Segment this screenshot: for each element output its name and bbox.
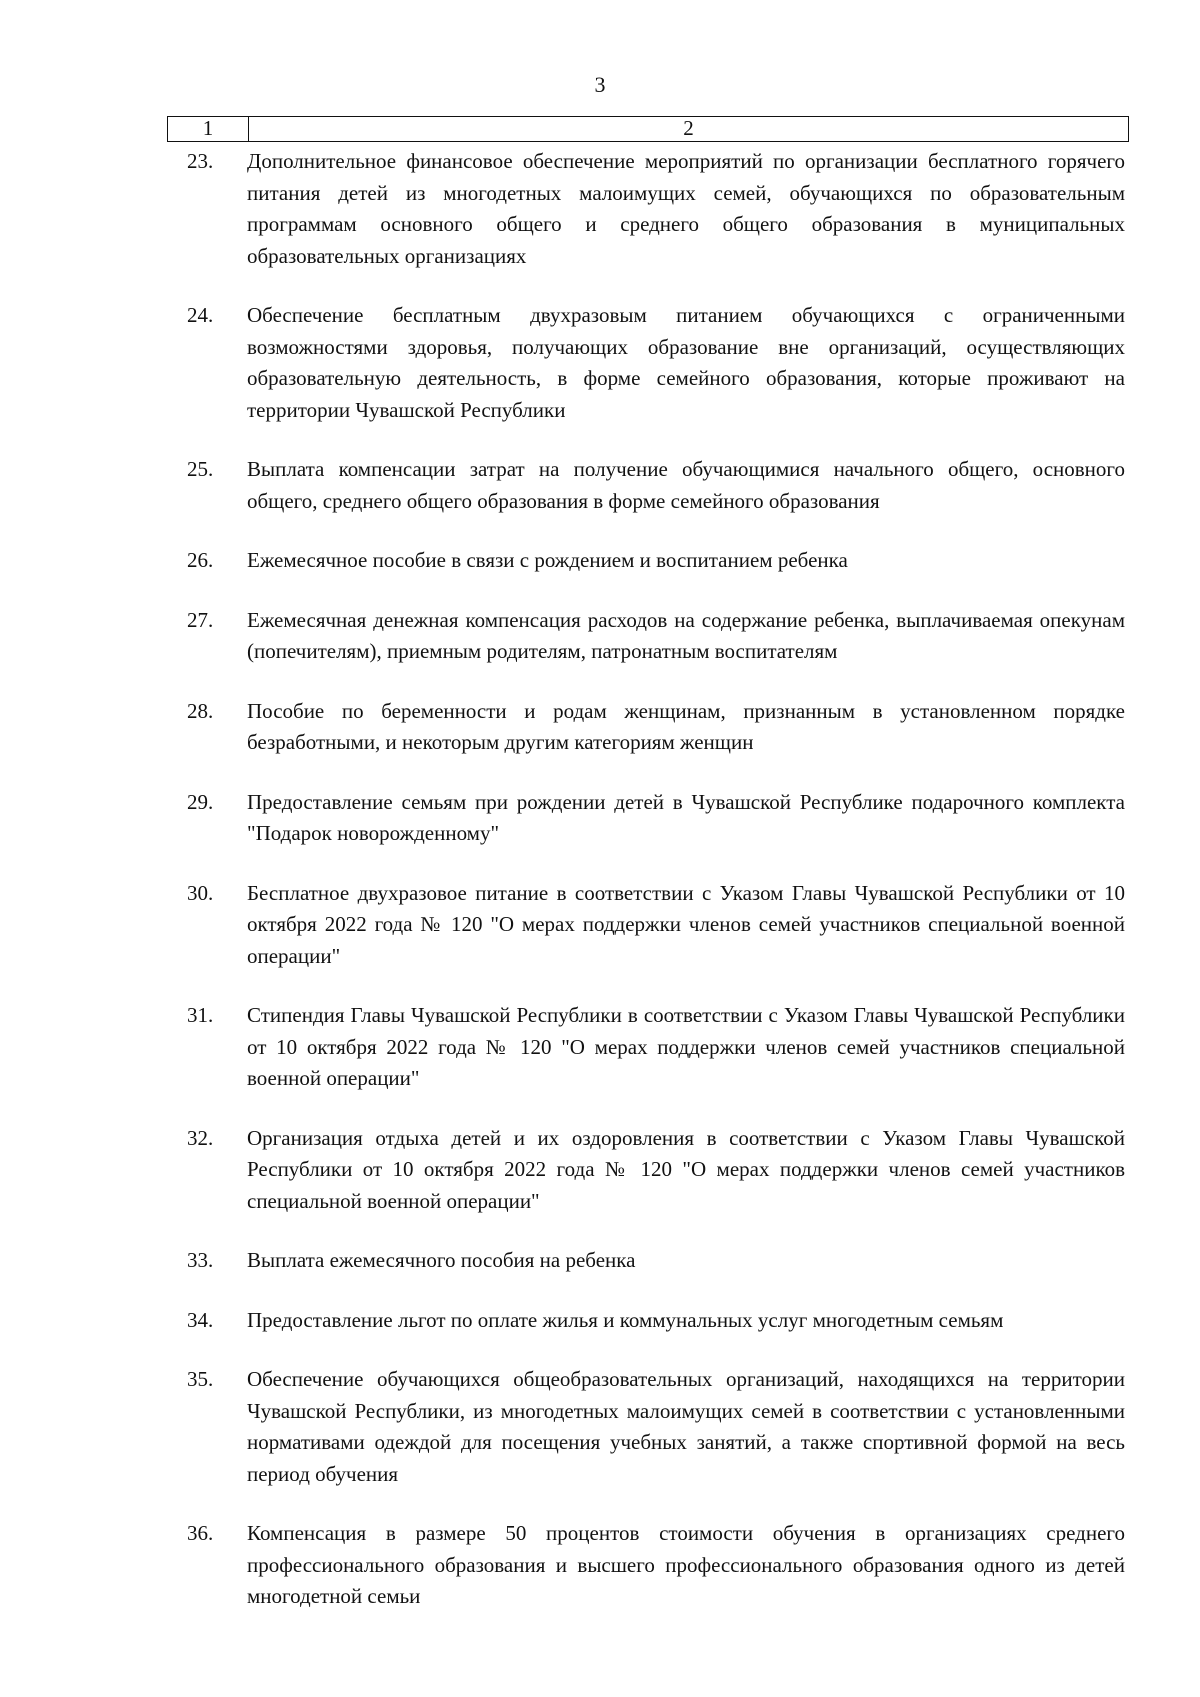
- row-text: Стипендия Главы Чувашской Республики в соответствии с Указом Главы Чувашской Республики от 10 октября 2022 года № 120 "О мерах поддержки членов семей участников специальной военной операции": [247, 1003, 1125, 1090]
- row-number: 26.: [187, 548, 214, 572]
- row-text: Ежемесячное пособие в связи с рождением и воспитанием ребенка: [247, 548, 848, 572]
- table-body: [167, 146, 1129, 1641]
- row-number: 25.: [187, 457, 214, 481]
- row-number: 27.: [187, 607, 214, 632]
- row-number: 28.: [187, 698, 214, 723]
- table-row: [167, 605, 1129, 668]
- row-text: Организация отдыха детей и их оздоровления в соответствии с Указом Главы Чувашской Республики от 10 октября 2022 года № 120 "О мерах поддержки членов семей участников специальной военной операции": [247, 1125, 1125, 1213]
- row-number: 29.: [187, 789, 214, 814]
- row-number: 30.: [187, 880, 214, 905]
- row-text: Выплата ежемесячного пособия на ребенка: [247, 1248, 636, 1272]
- row-text: Бесплатное двухразовое питание в соответствии с Указом Главы Чувашской Республики от 10 октября 2022 года № 120 "О мерах поддержки членов семей участников специальной военной операции": [247, 880, 1125, 968]
- table-row: [167, 696, 1129, 759]
- row-text: Пособие по беременности и родам женщинам, признанным в установленном порядке безработными, и некоторым другим категориям женщин: [247, 698, 1125, 754]
- row-number: 24.: [187, 303, 214, 327]
- table-row: [167, 1000, 1129, 1095]
- page-number: 3: [594, 72, 606, 97]
- table-row: [167, 146, 1129, 272]
- table-row: [167, 300, 1129, 426]
- header-column-2: 2: [683, 116, 694, 140]
- table-row: [167, 1123, 1129, 1218]
- row-text: Предоставление семьям при рождении детей в Чувашской Республике подарочного комплекта "Подарок новорожденному": [247, 789, 1125, 845]
- row-text: Ежемесячная денежная компенсация расходов на содержание ребенка, выплачиваемая опекунам (попечителям), приемным родителям, патронатным воспитателям: [247, 607, 1125, 663]
- row-number: 23.: [187, 149, 214, 173]
- table-row: [167, 878, 1129, 973]
- row-text: Обеспечение обучающихся общеобразовательных организаций, находящихся на территории Чувашской Республики, из многодетных малоимущих семей в соответствии с установленными нормативами одеждой для посещения учебных занятий, а также спортивной формой на весь период обучения: [247, 1367, 1125, 1486]
- table-header: [167, 116, 1129, 142]
- row-number: 33.: [187, 1248, 214, 1272]
- row-number: 32.: [187, 1125, 214, 1150]
- table-row: [167, 1245, 1129, 1277]
- row-text: Дополнительное финансовое обеспечение мероприятий по организации бесплатного горячего питания детей из многодетных малоимущих семей, обучающихся по образовательным программам основного общего и среднего общего образования в муниципальных образовательных организациях: [247, 149, 1125, 268]
- table-row: [167, 787, 1129, 850]
- row-text: Компенсация в размере 50 процентов стоимости обучения в организациях среднего профессионального образования и высшего профессионального образования одного из детей многодетной семьи: [247, 1521, 1125, 1608]
- row-text: Выплата компенсации затрат на получение обучающимися начального общего, основного общего, среднего общего образования в форме семейного образования: [247, 457, 1125, 513]
- row-number: 36.: [187, 1521, 214, 1545]
- table-row: [167, 545, 1129, 577]
- table-row: [167, 454, 1129, 517]
- row-text: Предоставление льгот по оплате жилья и коммунальных услуг многодетным семьям: [247, 1307, 1004, 1332]
- row-number: 34.: [187, 1307, 214, 1332]
- row-text: Обеспечение бесплатным двухразовым питанием обучающихся с ограниченными возможностями здоровья, получающих образование вне организаций, осуществляющих образовательную деятельность, в форме семейного образования, которые проживают на территории Чувашской Республики: [247, 303, 1125, 422]
- row-number: 31.: [187, 1003, 214, 1027]
- header-column-1: 1: [168, 117, 249, 141]
- table-row: [167, 1364, 1129, 1490]
- table-row: [167, 1305, 1129, 1337]
- table-row: [167, 1518, 1129, 1613]
- row-number: 35.: [187, 1367, 214, 1391]
